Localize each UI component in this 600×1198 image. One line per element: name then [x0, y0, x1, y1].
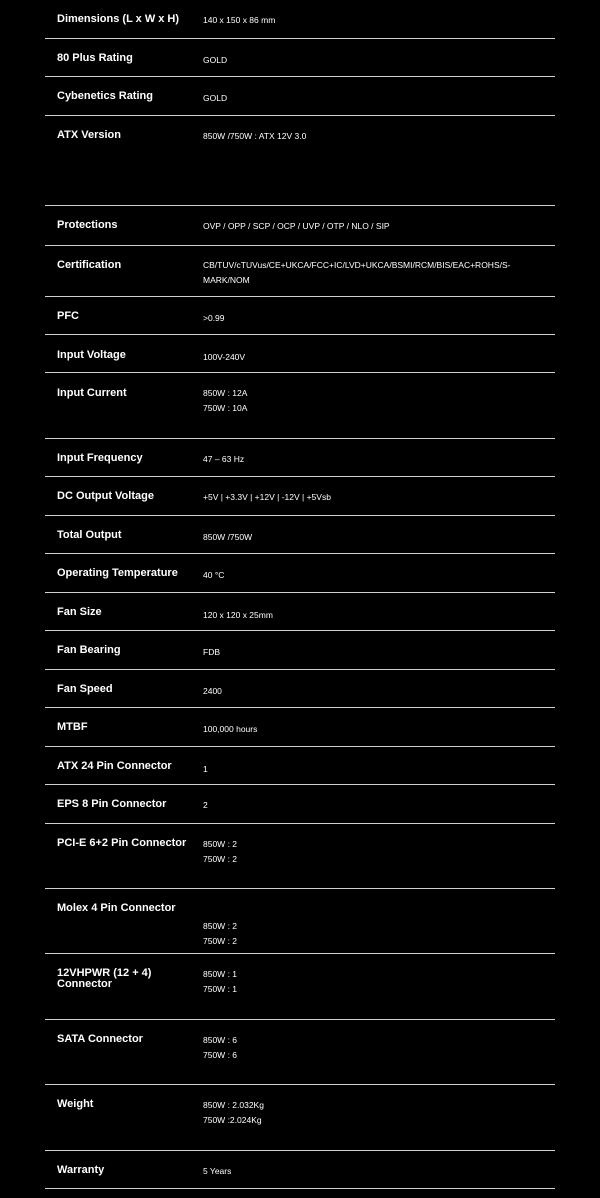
- spec-value: [203, 350, 543, 365]
- spec-value-line: 850W : 12A: [203, 388, 248, 398]
- spec-label: ATX Version: [57, 129, 121, 141]
- spec-value: [203, 608, 543, 623]
- spec-row-input-frequency: [45, 439, 555, 477]
- spec-value: [203, 684, 543, 699]
- spec-value-line: 750W :2.024Kg: [203, 1114, 262, 1125]
- spec-value-line: 140 x 150 x 86 mm: [203, 15, 276, 25]
- spec-row-pci-e-6-2-pin-connector: [45, 824, 555, 889]
- spec-label: 12VHPWR (12 + 4) Connector: [57, 967, 152, 990]
- spec-value-line: 2400: [203, 686, 222, 696]
- spec-value: [203, 91, 543, 106]
- spec-row-fan-size: [45, 593, 555, 631]
- spec-value-line: 47 – 63 Hz: [203, 454, 245, 464]
- spec-row-cybenetics-rating: [45, 77, 555, 116]
- spec-value-line: FDB: [203, 647, 220, 657]
- spec-value: [203, 311, 543, 326]
- spec-value: [203, 762, 543, 777]
- spec-row-certification: [45, 246, 555, 297]
- spec-value-line: 40 °C: [203, 570, 225, 580]
- spec-row-weight: [45, 1085, 555, 1151]
- spec-row-warranty: [45, 1151, 555, 1189]
- spec-value-line: 750W : 2: [203, 935, 238, 946]
- spec-value-line: 100V-240V: [203, 352, 246, 362]
- spec-label: Total Output: [57, 529, 122, 541]
- spec-row-atx-version: [45, 116, 555, 206]
- spec-label: MTBF: [57, 721, 88, 733]
- spec-label: Dimensions (L x W x H): [57, 13, 180, 25]
- spec-value-line: 850W /750W : ATX 12V 3.0: [203, 131, 307, 141]
- spec-label: Cybenetics Rating: [57, 90, 153, 102]
- spec-value: [203, 919, 543, 948]
- spec-value-line: GOLD: [203, 93, 228, 103]
- spec-value-line: 1: [203, 764, 208, 774]
- spec-value: [203, 219, 543, 234]
- spec-value: [203, 53, 543, 68]
- spec-value-line: 5 Years: [203, 1166, 232, 1176]
- spec-row-protections: [45, 206, 555, 246]
- spec-value-line: 750W : 10A: [203, 402, 248, 413]
- spec-value: [203, 1164, 543, 1179]
- spec-value-line: 850W : 2.032Kg: [203, 1100, 264, 1110]
- spec-value: [203, 258, 543, 287]
- spec-label: Fan Bearing: [57, 644, 121, 656]
- spec-label: Warranty: [57, 1164, 105, 1176]
- spec-row-molex-4-pin-connector: [45, 889, 555, 954]
- spec-label: ATX 24 Pin Connector: [57, 760, 172, 772]
- spec-value: [203, 1098, 543, 1127]
- spec-row-input-voltage: [45, 335, 555, 373]
- spec-value: [203, 13, 543, 28]
- spec-value: [203, 568, 543, 583]
- spec-value-line: MARK/NOM: [203, 274, 250, 285]
- spec-label: Certification: [57, 259, 122, 271]
- spec-label: EPS 8 Pin Connector: [57, 798, 167, 810]
- spec-label: Weight: [57, 1098, 94, 1110]
- spec-label: Fan Size: [57, 606, 102, 618]
- spec-row-total-output: [45, 516, 555, 554]
- spec-value: [203, 530, 543, 545]
- spec-label: PCI-E 6+2 Pin Connector: [57, 837, 187, 849]
- spec-label: 80 Plus Rating: [57, 52, 133, 64]
- spec-label: PFC: [57, 310, 79, 322]
- spec-row-dimensions-l-x-w-x-h: [45, 0, 555, 39]
- spec-value-line: 850W : 2: [203, 921, 238, 931]
- spec-label: Input Frequency: [57, 452, 143, 464]
- spec-value: [203, 452, 543, 467]
- spec-value: [203, 722, 543, 737]
- spec-value-line: +5V | +3.3V | +12V | -12V | +5Vsb: [203, 492, 331, 502]
- spec-row-sata-connector: [45, 1020, 555, 1085]
- spec-value-line: 750W : 6: [203, 1049, 238, 1060]
- spec-value-line: 2: [203, 800, 208, 810]
- spec-row-dc-output-voltage: [45, 477, 555, 516]
- spec-value-line: 750W : 1: [203, 983, 238, 994]
- spec-value-line: 750W : 2: [203, 853, 238, 864]
- spec-value: [203, 386, 543, 415]
- spec-row-pfc: [45, 297, 555, 335]
- spec-value-line: 850W /750W: [203, 532, 253, 542]
- spec-value: [203, 645, 543, 660]
- spec-label: SATA Connector: [57, 1033, 143, 1045]
- spec-row-12vhpwr-12-4-connector: [45, 954, 555, 1020]
- spec-value-line: 850W : 2: [203, 839, 238, 849]
- spec-label: DC Output Voltage: [57, 490, 154, 502]
- spec-value-line: CB/TUV/cTUVus/CE+UKCA/FCC+IC/LVD+UKCA/BSMI/RCM/BIS/EAC+ROHS/S-: [203, 260, 511, 270]
- spec-row-eps-8-pin-connector: [45, 785, 555, 824]
- spec-value-line: 120 x 120 x 25mm: [203, 610, 273, 620]
- spec-value-line: 100,000 hours: [203, 724, 258, 734]
- spec-value: [203, 129, 543, 144]
- spec-label: Input Current: [57, 387, 127, 399]
- spec-value: [203, 967, 543, 996]
- spec-label: Protections: [57, 219, 118, 231]
- spec-value-line: 850W : 6: [203, 1035, 238, 1045]
- spec-value: [203, 490, 543, 505]
- spec-label: Operating Temperature: [57, 567, 178, 579]
- spec-row-input-current: [45, 373, 555, 439]
- spec-row-atx-24-pin-connector: [45, 747, 555, 785]
- spec-row-80-plus-rating: [45, 39, 555, 77]
- spec-value-line: 850W : 1: [203, 969, 238, 979]
- spec-row-fan-speed: [45, 670, 555, 708]
- spec-value: [203, 1033, 543, 1062]
- spec-value-line: >0.99: [203, 313, 225, 323]
- spec-label: Fan Speed: [57, 683, 113, 695]
- spec-value: [203, 798, 543, 813]
- spec-row-mtbf: [45, 708, 555, 747]
- spec-row-operating-temperature: [45, 554, 555, 593]
- spec-table: [45, 0, 555, 1189]
- spec-value-line: GOLD: [203, 55, 228, 65]
- spec-row-fan-bearing: [45, 631, 555, 670]
- spec-label: Molex 4 Pin Connector: [57, 902, 176, 914]
- spec-value: [203, 837, 543, 866]
- spec-value-line: OVP / OPP / SCP / OCP / UVP / OTP / NLO / SIP: [203, 221, 390, 231]
- spec-label: Input Voltage: [57, 349, 126, 361]
